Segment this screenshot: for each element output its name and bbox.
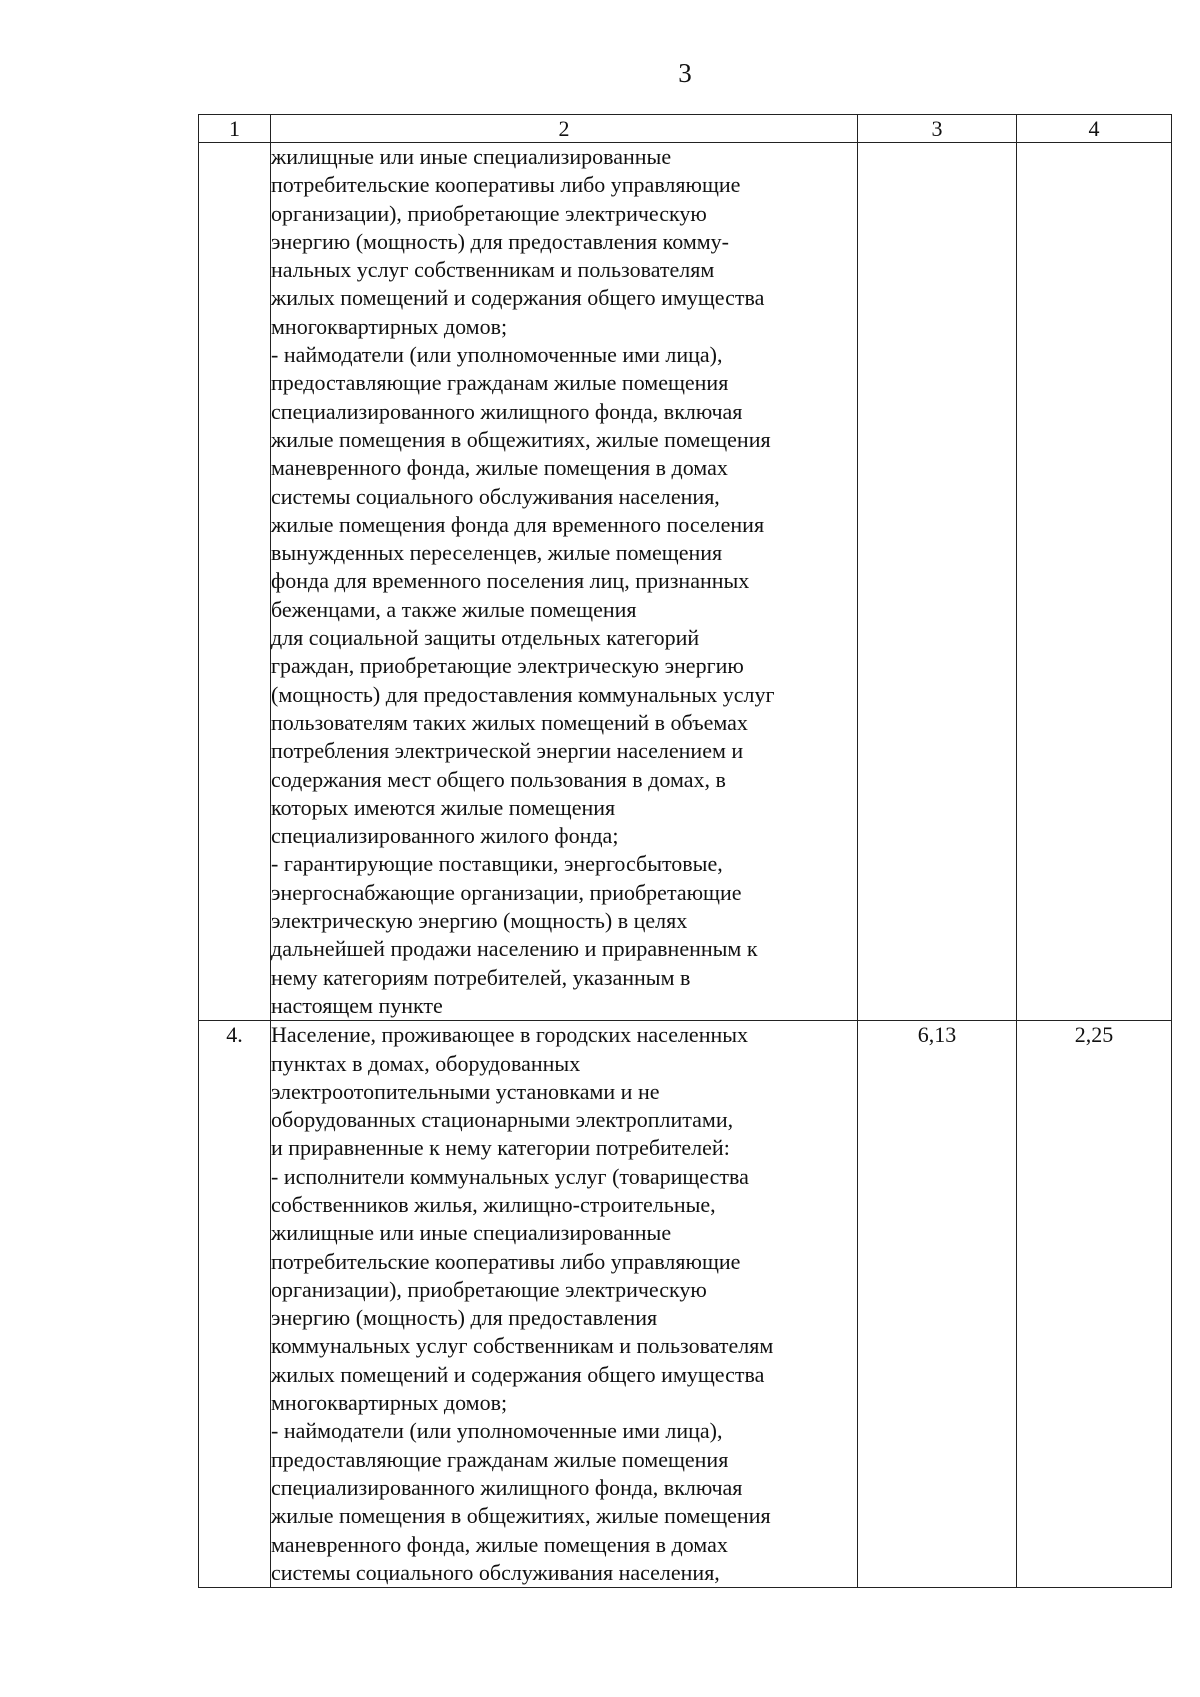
row-description: Население, проживающее в городских населенных пунктах в домах, оборудованных электроотопительными установками и не оборудованных стационарными электроплитами, и приравненные к нему категории потребителей: - исполнители коммунальных услуг (товарищества собственников жилья, жилищно-строительные, жилищные или иные специализированные потребительские кооперативы либо управляющие организации), приобретающие электрическую энергию (мощность) для предоставления коммунальных услуг собственникам и пользователям жилых помещений и содержания общего имущества многоквартирных домов; - наймодатели (или уполномоченные ими лица), предоставляющие гражданам жилые помещения специализированного жилищного фонда, включая жилые помещения в общежитиях, жилые помещения маневренного фонда, жилые помещения в домах системы социального обслуживания населения,: [271, 1021, 858, 1588]
tariff-table: [198, 114, 1172, 1588]
header-cell: 1: [199, 115, 271, 143]
table-row: [199, 143, 1172, 1021]
header-cell: 4: [1017, 115, 1172, 143]
row-number: [199, 143, 271, 1021]
row-value-col4: [1017, 143, 1172, 1021]
page-number: 3: [678, 58, 692, 88]
row-value-col3: [858, 143, 1017, 1021]
row-value-col4: 2,25: [1017, 1021, 1172, 1588]
row-number: 4.: [199, 1021, 271, 1588]
header-cell: 3: [858, 115, 1017, 143]
header-cell: 2: [271, 115, 858, 143]
table-header-row: [199, 115, 1172, 143]
row-description: жилищные или иные специализированные потребительские кооперативы либо управляющие организации), приобретающие электрическую энергию (мощность) для предоставления комму- нальных услуг собственникам и пользователям жилых помещений и содержания общего имущества многоквартирных домов; - наймодатели (или уполномоченные ими лица), предоставляющие гражданам жилые помещения специализированного жилищного фонда, включая жилые помещения в общежитиях, жилые помещения маневренного фонда, жилые помещения в домах системы социального обслуживания населения, жилые помещения фонда для временного поселения вынужденных переселенцев, жилые помещения фонда для временного поселения лиц, признанных беженцами, а также жилые помещения для социальной защиты отдельных категорий граждан, приобретающие электрическую энергию (мощность) для предоставления коммунальных услуг пользователям таких жилых помещений в объемах потребления электрической энергии населением и содержания мест общего пользования в домах, в которых имеются жилые помещения специализированного жилого фонда; - гарантирующие поставщики, энергосбытовые, энергоснабжающие организации, приобретающие электрическую энергию (мощность) в целях дальнейшей продажи населению и приравненным к нему категориям потребителей, указанным в настоящем пункте: [271, 143, 858, 1021]
row-value-col3: 6,13: [858, 1021, 1017, 1588]
table-row: [199, 1021, 1172, 1588]
